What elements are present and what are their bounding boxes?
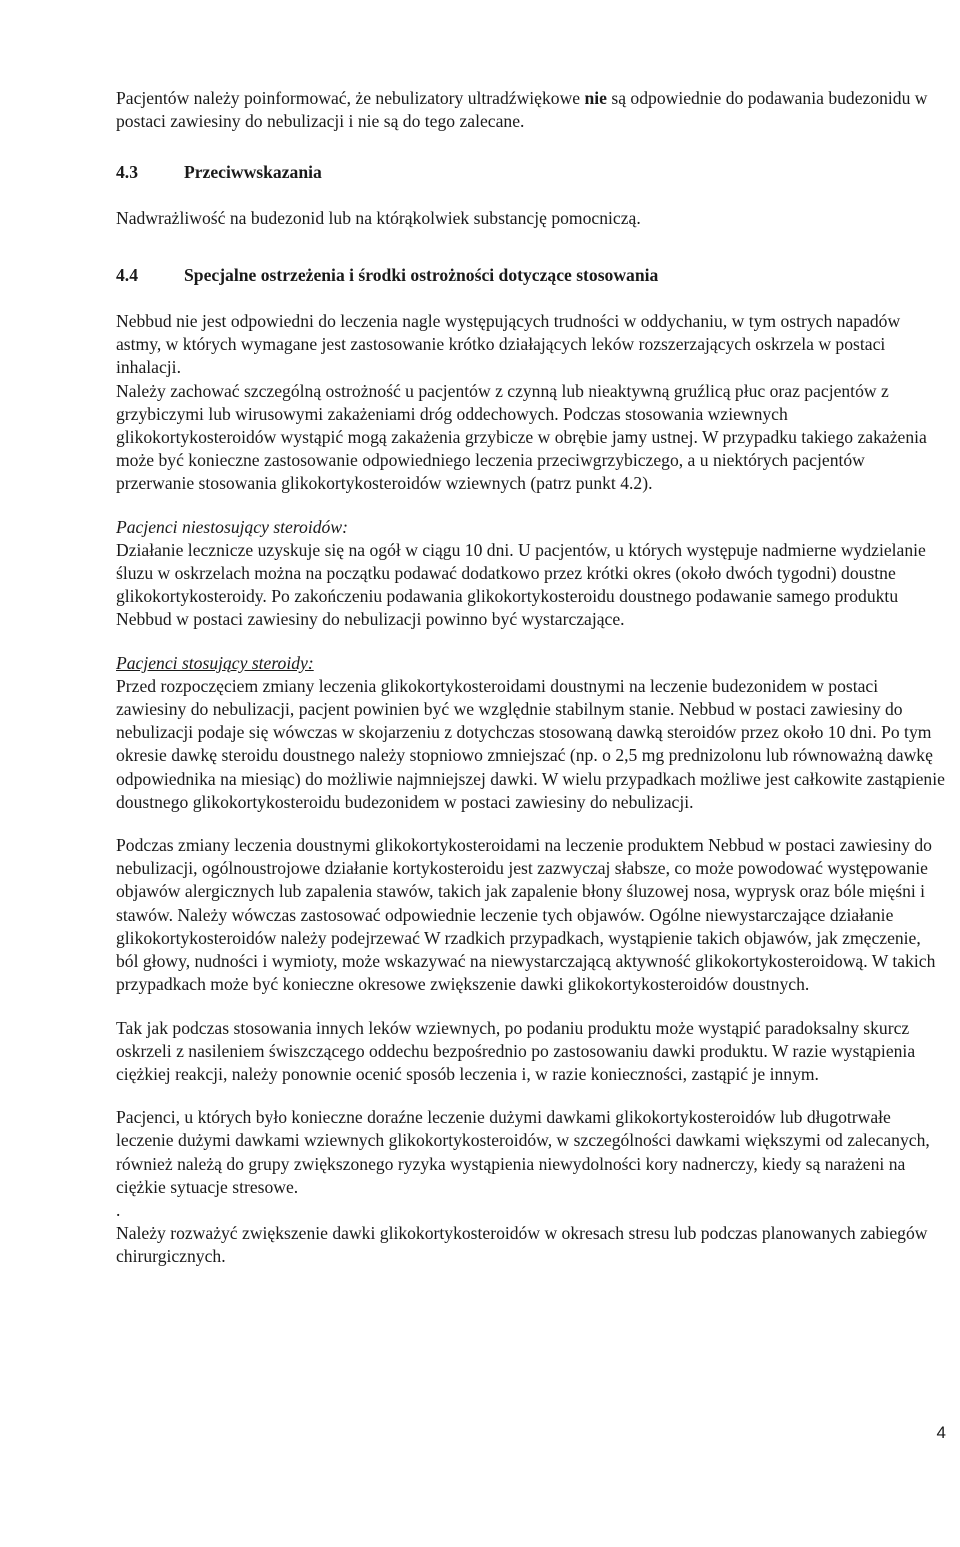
warnings-paragraph-3: Podczas zmiany leczenia doustnymi glikokortykosteroidami na leczenie produktem Nebbud w postaci zawiesiny do nebulizacji, ogólnoustrojowe działanie kortykosteroidu jest zazwyczaj słabsze, co może powodować występowanie objawów alergicznych lub zapalenia stawów, takich jak zapalenie błony śluzowej nosa, wyprysk oraz bóle mięśni i stawów. Należy wówczas zastosować odpowiednie leczenie tych objawów. Ogólne niewystarczające działanie glikokortykosteroidów należy podejrzewać W rzadkich przypadkach, wystąpienie takich objawów, jak zmęczenie, ból głowy, nudności i wymioty, może wskazywać na niewystarczającą aktywność glikokortykosteroidową. W takich przypadkach może być konieczne okresowe zwiększenie dawki glikokortykosteroidów doustnych. (116, 835, 936, 995)
warnings-paragraph-5: Pacjenci, u których było konieczne doraźne leczenie dużymi dawkami glikokortykosteroidów lub długotrwałe leczenie dużymi dawkami wziewnych glikokortykosteroidów, w szczególności dawkami większymi od zalecanych, również należą do grupy zwiększonego ryzyka wystąpienia niewydolności kory nadnerczy, kiedy są narażeni na ciężkie sytuacje stresowe. (116, 1107, 930, 1197)
subheading-steroid-patients: Pacjenci stosujący steroidy: (116, 652, 314, 673)
document-page (116, 87, 946, 1268)
subheading-non-steroid-patients: Pacjenci niestosujący steroidów: (116, 516, 348, 537)
section-number: 4.4 (116, 264, 138, 285)
warnings-paragraph-2: Należy zachować szczególną ostrożność u pacjentów z czynną lub nieaktywną gruźlicą płuc oraz pacjentów z grzybiczymi lub wirusowymi zakażeniami dróg oddechowych. Podczas stosowania wziewnych glikokortykosteroidów wystąpić mogą zakażenia grzybicze w obrębie jamy ustnej. W przypadku takiego zakażenia może być konieczne zastosowanie odpowiedniego leczenia przeciwgrzybiczego, a u niektórych pacjentów przerwanie stosowania glikokortykosteroidów wziewnych (patrz punkt 4.2). (116, 380, 927, 494)
intro-text-after: są odpowiednie do podawania budezonidu w postaci zawiesiny do nebulizacji i nie są do tego zalecane. (116, 88, 928, 132)
contraindications-text: Nadwrażliwość na budezonid lub na którąkolwiek substancję pomocniczą. (116, 207, 641, 228)
page-number: 4 (936, 1423, 946, 1442)
section-number: 4.3 (116, 162, 138, 183)
section-title: Specjalne ostrzeżenia i środki ostrożności dotyczące stosowania (184, 264, 659, 285)
warnings-paragraph-1: Nebbud nie jest odpowiedni do leczenia nagle występujących trudności w oddychaniu, w tym ostrych napadów astmy, w których wymagane jest zastosowanie krótko działających leków rozszerzających oskrzela w postaci inhalacji. (116, 311, 901, 378)
stray-dot: . (116, 1199, 121, 1220)
section-title: Przeciwwskazania (184, 162, 322, 183)
section-4-4-heading (116, 264, 946, 287)
steroid-patients-text: Przed rozpoczęciem zmiany leczenia glikokortykosteroidami doustnymi na leczenie budezonidem w postaci zawiesiny do nebulizacji, pacjent powinien być we względnie stabilnym stanie. Nebbud w postaci zawiesiny do nebulizacji podaje się wówczas w skojarzeniu z dotychczas stosowaną dawką steroidów przez około 10 dni. Po tym okresie dawkę steroidu doustnego należy stopniowo zmniejszać (np. o 2,5 mg prednizolonu lub równoważną dawkę odpowiednika na miesiąc) do możliwie najmniejszej dawki. W wielu przypadkach możliwe jest całkowite zastąpienie doustnego glikokortykosteroidu budezonidem w postaci zawiesiny do nebulizacji. (116, 675, 945, 812)
warnings-paragraph-4: Tak jak podczas stosowania innych leków wziewnych, po podaniu produktu może wystąpić paradoksalny skurcz oskrzeli z nasileniem świszczącego oddechu bezpośrednio po zastosowaniu dawki produktu. W razie wystąpienia ciężkiej reakcji, należy ponownie ocenić sposób leczenia i, w razie konieczności, zastąpić je innym. (116, 1017, 916, 1084)
intro-paragraph (116, 87, 946, 133)
intro-text-before: Pacjentów należy poinformować, że nebulizatory ultradźwiękowe (116, 88, 585, 108)
non-steroid-patients-text: Działanie lecznicze uzyskuje się na ogół w ciągu 10 dni. U pacjentów, u których występuje nadmierne wydzielanie śluzu w oskrzelach można na początku podawać dodatkowo przez krótki okres (około dwóch tygodni) doustne glikokortykosteroidy. Po zakończeniu podawania glikokortykosteroidu doustnego podawanie samego produktu Nebbud w postaci zawiesiny do nebulizacji powinno być wystarczające. (116, 539, 926, 630)
section-4-3-heading (116, 161, 946, 184)
intro-text-bold: nie (584, 88, 607, 108)
warnings-paragraph-6: Należy rozważyć zwiększenie dawki glikokortykosteroidów w okresach stresu lub podczas planowanych zabiegów chirurgicznych. (116, 1222, 928, 1267)
